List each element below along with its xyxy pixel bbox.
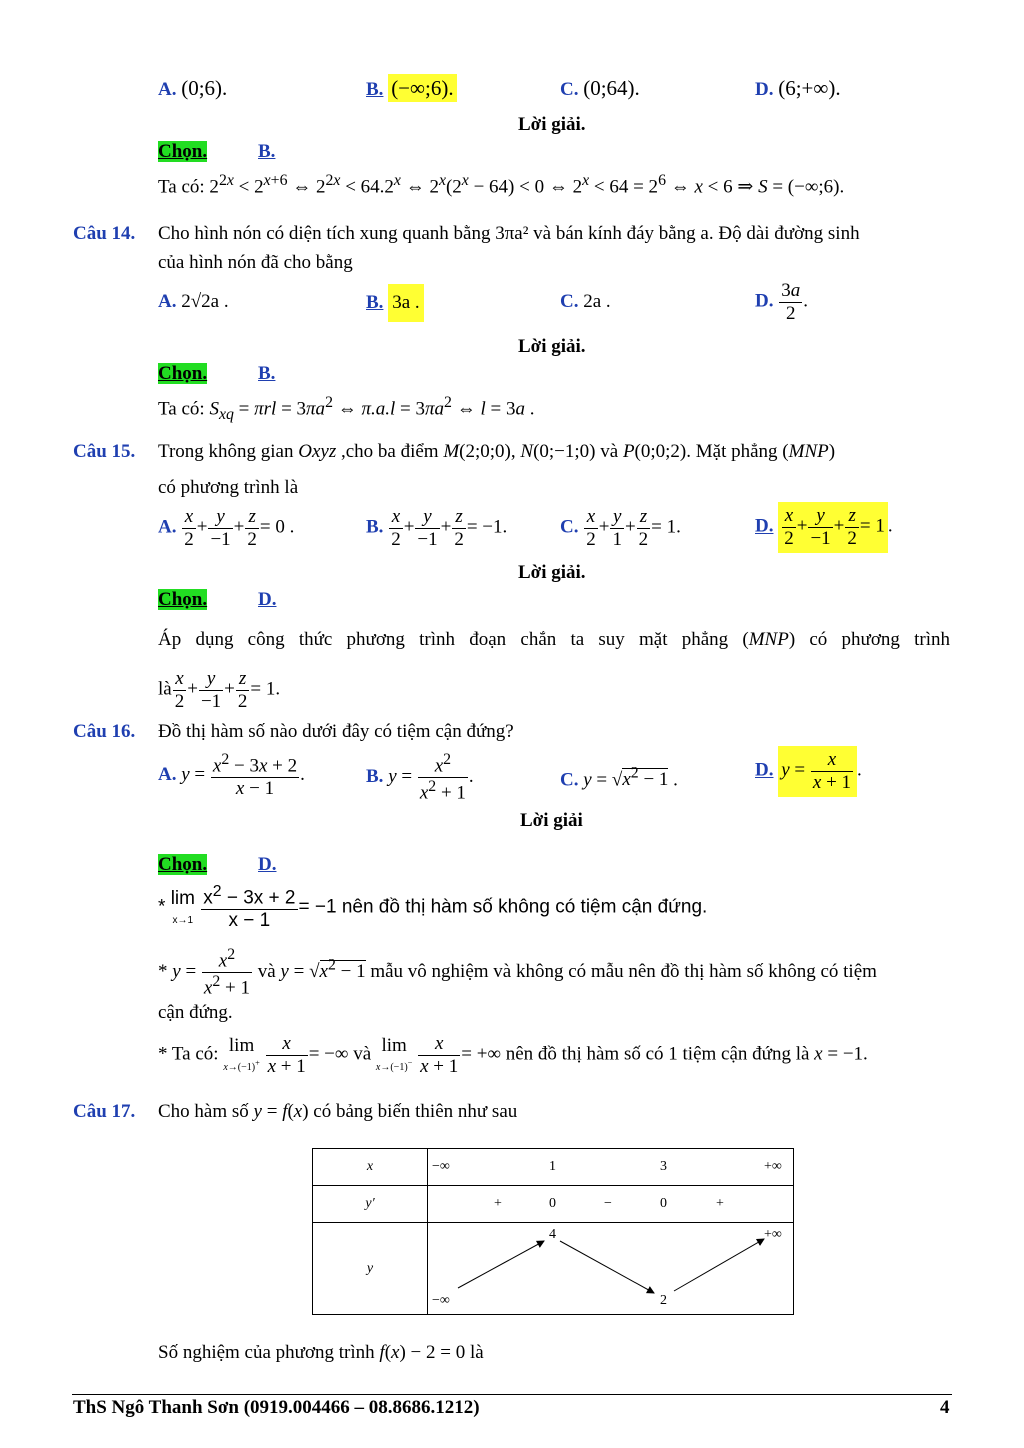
variation-arrows (428, 1223, 798, 1315)
q13-option-b: B. (−∞;6). (366, 76, 457, 101)
arrow-up-2 (674, 1239, 764, 1291)
q16-bullet2-line2: cận đứng. (158, 1002, 233, 1023)
q14-option-c: C. 2a . (560, 291, 611, 312)
q14-answer: B. (258, 363, 276, 384)
footer-author: ThS Ngô Thanh Sơn (0919.004466 – 08.8686.1212) (73, 1397, 480, 1418)
q16-answer: D. (258, 854, 277, 875)
q16-option-d: D. y = $\frac{x}{x + 1}$ . (755, 746, 862, 797)
table-dy-zero1: 0 (549, 1196, 556, 1211)
q14-option-a: A. 2√2a . (158, 291, 229, 312)
q14-chon: Chọn. (158, 363, 208, 384)
q15-solution-title: Lời giải. (518, 562, 586, 583)
q14-solution-line: Ta có: $S_{xq} = \pi rl = 3\pi a^2$ ⇔ $\pi.a.l = 3\pi a^2$ ⇔ l = 3a . (158, 394, 535, 424)
q15-option-b: B. $\frac{x}{2}$ + $\frac{y}{-1}$ + $\frac{z}{2}$ = −1. (366, 506, 508, 550)
table-y-neg-inf: −∞ (432, 1293, 450, 1308)
q16-number: Câu 16. (73, 721, 136, 742)
q13-answer: B. (258, 141, 276, 162)
table-x-1: 1 (549, 1159, 556, 1174)
q16-option-b: B. y = $\frac{x^2}{x^2 + 1}$ . (366, 751, 474, 804)
q15-text-line1: Trong không gian Oxyz ,cho ba điểm M(2;0;0), N(0;−1;0) và P(0;0;2). Mặt phẳng (MNP) (158, 441, 836, 462)
q15-text-line2: có phương trình là (158, 477, 299, 498)
q14-text-line1: Cho hình nón có diện tích xung quanh bằng 3πa² và bán kính đáy bằng a. Độ dài đường sinh (158, 223, 860, 244)
q14-text-line2: của hình nón đã cho bằng (158, 252, 353, 273)
table-y-4: 4 (549, 1227, 556, 1242)
q16-option-c: C. $y = √x^2 - 1$ . (560, 765, 678, 791)
table-x-neg-inf: −∞ (432, 1159, 450, 1174)
q13-option-d: D. (6;+∞). (755, 76, 841, 100)
table-x-label: x (366, 1159, 374, 1174)
q16-chon: Chọn. (158, 854, 208, 875)
q15-solution-line2: là $\frac{x}{2}$ + $\frac{y}{-1}$ + $\frac{z}{2}$ = 1. (158, 668, 281, 712)
table-y-pos-inf: +∞ (764, 1227, 782, 1242)
q16-bullet3: * Ta có: lim x→(−1)+ $\frac{x}{x + 1}$ = −∞ và lim x→(−1)− $\frac{x}{x + 1}$ = +∞ nên đồ thị hàm số có 1 tiệm cận đứng là x = −1. (158, 1033, 868, 1077)
q16-bullet1: * lim x→1 $\frac{x^2 - 3x + 2}{x - 1}$ = −1 nên đồ thị hàm số không có tiệm cận đứng. (158, 883, 708, 932)
arrow-up-1 (458, 1241, 544, 1288)
arrow-down (560, 1241, 654, 1293)
q15-option-a: A. $\frac{x}{2}$ + $\frac{y}{-1}$ + $\frac{z}{2}$ = 0 . (158, 506, 295, 550)
table-y-label: y (366, 1260, 374, 1276)
table-y-2: 2 (660, 1293, 667, 1308)
q14-option-b: B. 3a . (366, 284, 424, 322)
q16-option-a: A. y = $\frac{x^2 - 3x + 2}{x - 1}$ . (158, 751, 305, 800)
variation-table (312, 1148, 794, 1315)
q16-solution-title: Lời giải (520, 810, 583, 831)
footer-divider (72, 1394, 952, 1395)
q14-number: Câu 14. (73, 223, 136, 244)
q15-answer: D. (258, 589, 277, 610)
table-dy-zero2: 0 (660, 1196, 667, 1211)
q13-chon: Chọn. (158, 141, 208, 162)
table-x-3: 3 (660, 1159, 667, 1174)
table-dy-minus: − (604, 1196, 612, 1211)
table-dy-plus1: + (494, 1196, 502, 1211)
q13-solution-line: Ta có: $2^{2x} < 2^{x+6}$ ⇔ $2^{2x} < 64.2^x$ ⇔ $2^x(2^x - 64) < 0$ ⇔ $2^x < 64 = 2^6$ ⇔ x < 6 ⇒ S = (−∞;6). (158, 172, 845, 198)
page-number: 4 (940, 1397, 950, 1418)
q14-option-d: D. $\frac{3a}{2}$ . (755, 280, 808, 324)
q15-number: Câu 15. (73, 441, 136, 462)
q17-question: Số nghiệm của phương trình f(x) − 2 = 0 là (158, 1342, 484, 1363)
q13-option-c: C. (0;64). (560, 76, 640, 100)
q15-solution-line1: Áp dụng công thức phương trình đoạn chắn ta suy mặt phẳng (MNP) có phương trình (158, 629, 950, 650)
q17-text-line1: Cho hàm số y = f(x) có bảng biến thiên như sau (158, 1101, 518, 1122)
table-dy-label: y′ (365, 1196, 375, 1211)
q17-number: Câu 17. (73, 1101, 136, 1122)
q15-option-d: D. $\frac{x}{2}$ + $\frac{y}{-1}$ + $\frac{z}{2}$ = 1 . (755, 502, 893, 553)
q13-option-a: A. (0;6). (158, 76, 228, 100)
q15-chon: Chọn. (158, 589, 208, 610)
q15-option-c: C. $\frac{x}{2}$ + $\frac{y}{1}$ + $\frac{z}{2}$ = 1. (560, 506, 681, 550)
table-x-pos-inf: +∞ (764, 1159, 782, 1174)
table-dy-plus2: + (716, 1196, 724, 1211)
q16-text-line1: Đồ thị hàm số nào dưới đây có tiệm cận đứng? (158, 721, 514, 742)
q14-solution-title: Lời giải. (518, 336, 586, 357)
q16-bullet2-line1: * y = $\frac{x^2}{x^2 + 1}$ và $y = √x^2 - 1$ mẫu vô nghiệm và không có mẫu nên đồ thị hàm số không có tiệm (158, 946, 877, 999)
q13-solution-title: Lời giải. (518, 114, 586, 135)
